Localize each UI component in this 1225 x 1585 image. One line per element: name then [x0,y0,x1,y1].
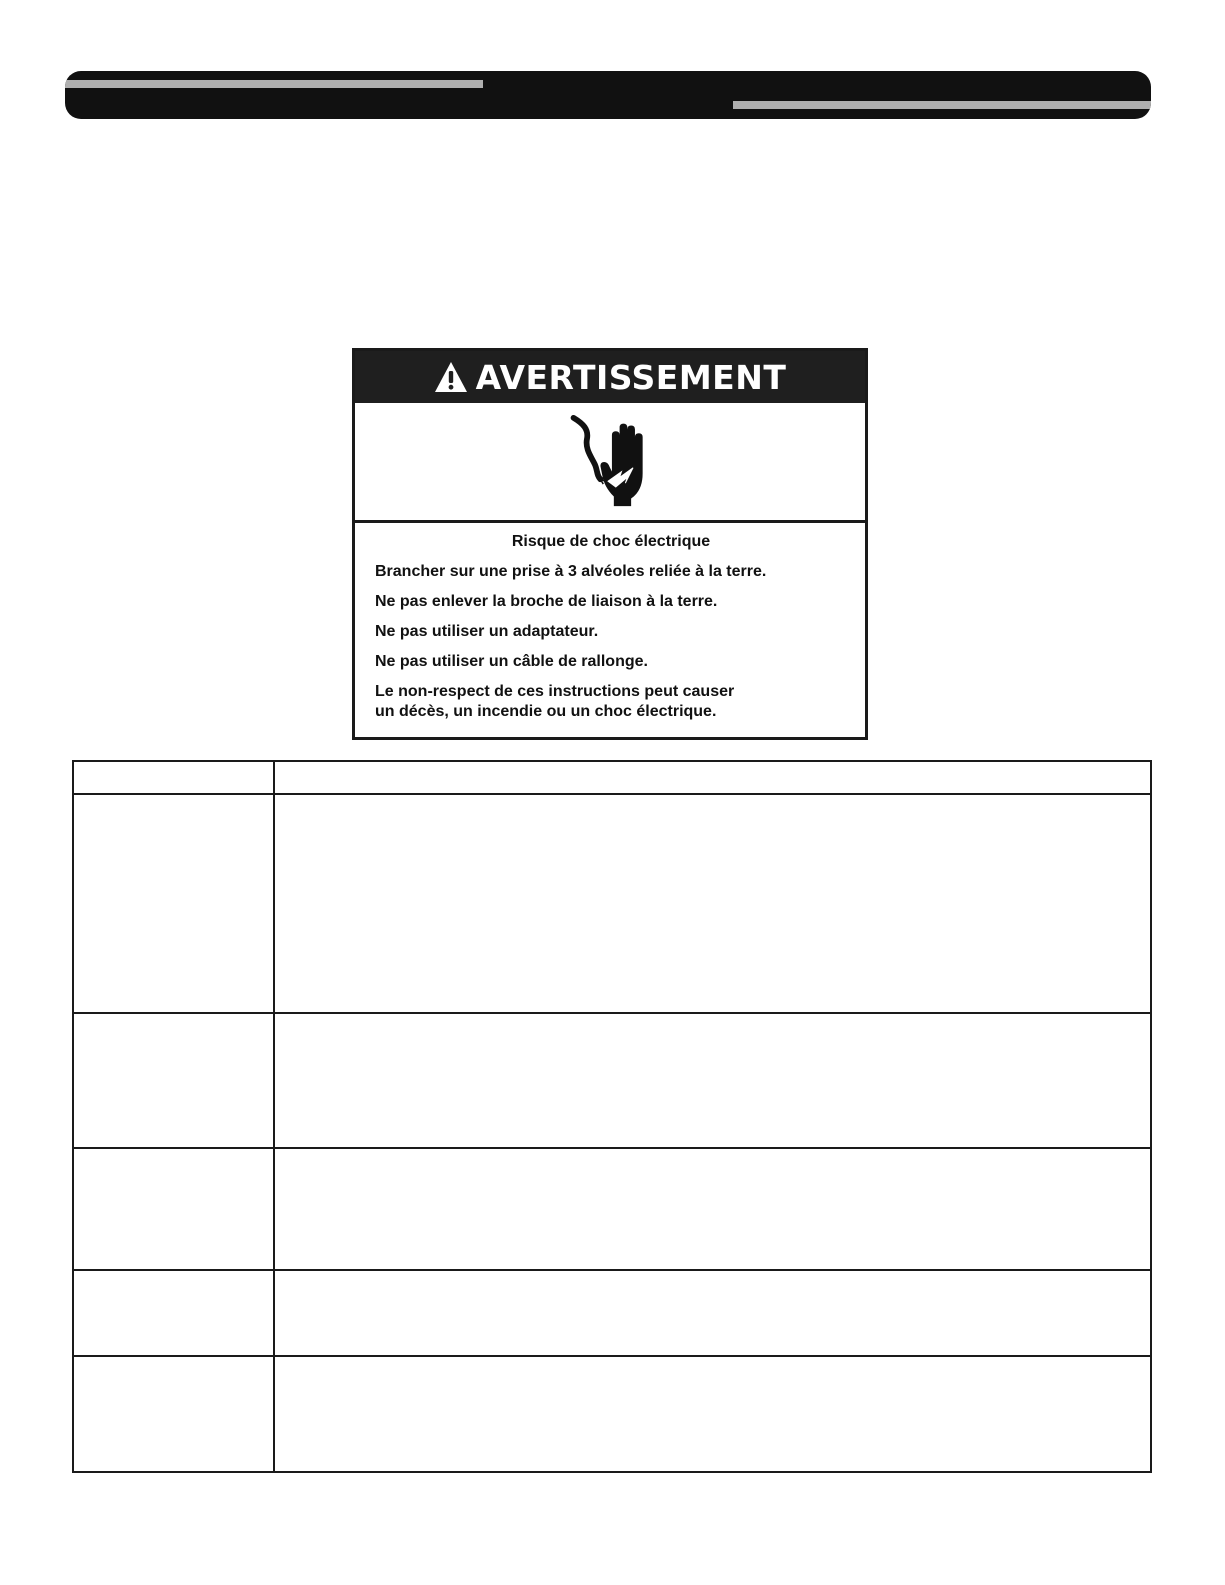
warning-header [355,351,865,403]
header-banner [65,71,1151,119]
table-row [74,1149,1150,1271]
table-header-row [74,762,1150,795]
warning-consequence [375,682,847,722]
banner-stripe-right [733,101,1151,109]
warning-subtitle: Risque de choc électrique [511,533,711,550]
warning-instruction: Brancher sur une prise à 3 alvéoles reliée à la terre. [375,563,767,580]
table-row [74,795,1150,1014]
warning-pictogram [355,403,865,523]
table-row [74,1014,1150,1149]
warning-instruction: Ne pas utiliser un adaptateur. [375,623,599,640]
warning-consequence-line-1: Le non-respect de ces instructions peut causer [375,683,735,700]
warning-label [352,348,868,740]
warning-instruction: Ne pas utiliser un câble de rallonge. [375,653,648,670]
warning-instruction: Ne pas enlever la broche de liaison à la terre. [375,593,718,610]
electric-shock-hand-icon [562,414,658,510]
table-row [74,1357,1150,1471]
table-column-divider [273,762,275,1471]
warning-title: AVERTISSEMENT [475,357,787,397]
empty-table [72,760,1152,1473]
warning-consequence-line-2: un décès, un incendie ou un choc électrique. [375,703,717,720]
alert-triangle-icon [434,361,468,393]
table-row [74,1271,1150,1357]
banner-stripe-left [65,80,483,88]
warning-text-block [355,523,865,737]
